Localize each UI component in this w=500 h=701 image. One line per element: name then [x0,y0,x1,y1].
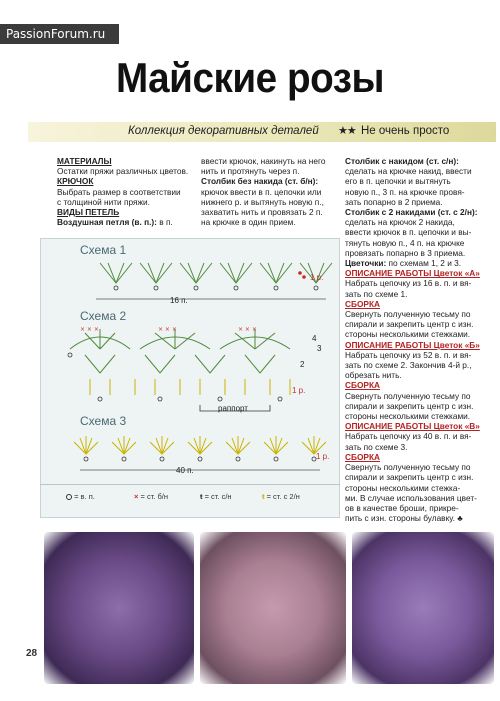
stitches-column [201,156,341,227]
dc-term: Столбик с накидом (ст. с/н): [345,156,459,166]
collection-label: Коллекция декоративных деталей [128,125,319,137]
page-number: 28 [26,648,38,659]
tr-text-1: сделать на крючок 2 накида, [345,217,455,228]
sc-text-4: на крючке в один прием. [201,217,296,228]
sc-text-1: крючок ввести в п. цепочки или [201,186,322,197]
materials-heading: МАТЕРИАЛЫ [57,156,112,166]
scheme-2-repeat: раппорт [218,404,248,413]
legend-sc [134,492,168,501]
hook-text-1: Выбрать размер в соответствии [57,186,181,197]
rose-photo-v [352,532,494,684]
rose-photo-a [44,532,194,684]
instructions-column [345,156,480,523]
scheme-1-count: 16 п. [170,296,188,305]
legend-dc [200,492,232,501]
flower-v-text-2: зать по схеме 3. [345,441,408,452]
flowers-text: по схемам 1, 2 и 3. [386,258,462,269]
scheme-3-row: 1 р. [316,452,330,461]
flower-b-heading: ОПИСАНИЕ РАБОТЫ Цветок «Б» [345,339,480,350]
dc-text-3: новую п., 3 п. на крючке провя- [345,186,465,197]
assembly-a-text-2: спирали и закрепить центр с изн. [345,319,474,330]
scheme-3-label: Схема 3 [80,414,127,428]
scheme-2-row-4: 4 [312,334,317,343]
flower-v-heading: ОПИСАНИЕ РАБОТЫ Цветок «В» [345,421,480,432]
scheme-1-diagram [40,255,340,315]
assembly-v-heading: СБОРКА [345,451,380,462]
legend-chain [66,492,95,501]
legend-chain-text: = в. п. [74,492,95,501]
hook-text-2: с толщиной нити пряжи. [57,196,150,207]
flowers-term: Цветочки: [345,258,387,269]
tr-text-4: провязать попарно в 3 приема. [345,247,466,258]
flower-a-text-1: Набрать цепочку из 16 в. п. и вя- [345,278,472,289]
dc-text-4: зать попарно в 2 приема. [345,196,443,207]
svg-text:× × ×: × × × [80,326,99,333]
dc-text-2: его в п. цепочки и вытянуть [345,176,451,187]
flower-a-heading: ОПИСАНИЕ РАБОТЫ Цветок «А» [345,268,480,279]
sc-text-3: захватить нить и провязать 2 п. [201,207,323,218]
chain-symbol-icon [66,494,72,500]
assembly-b-text-3: стороны несколькими стежками. [345,411,471,422]
sc-term: Столбик без накида (ст. б/н): [201,176,319,187]
chain-stitch-text: в п. [156,217,173,228]
scheme-1-row: 1 р. [310,273,324,282]
scheme-2-label: Схема 2 [80,309,127,323]
chain-stitch-text-2: ввести крючок, накинуть на него [201,156,326,166]
assembly-a-text-1: Свернуть полученную тесьму по [345,309,471,320]
assembly-v-text-5: ов в качестве броши, прикре- [345,502,459,513]
collection-band [28,122,496,142]
assembly-v-text-3: стороны несколькими стежка- [345,482,461,493]
materials-text: Остатки пряжи различных цветов. [57,166,189,177]
assembly-b-text-1: Свернуть полученную тесьму по [345,390,471,401]
legend-tr [262,492,300,501]
rose-photo-b [200,532,346,684]
assembly-b-heading: СБОРКА [345,380,380,391]
scheme-2-row-2: 2 [300,360,305,369]
legend-tr-text: = ст. с 2/н [266,492,300,501]
scheme-1-label: Схема 1 [80,243,127,257]
legend-dc-text: = ст. с/н [204,492,232,501]
assembly-b-text-2: спирали и закрепить центр с изн. [345,400,474,411]
assembly-v-text-1: Свернуть полученную тесьму по [345,462,471,473]
dc-symbol-icon: ŧ [200,492,203,501]
svg-text:× × ×: × × × [238,326,257,333]
assembly-a-heading: СБОРКА [345,298,380,309]
scheme-2-diagram [40,325,340,415]
legend-sc-text: = ст. б/н [140,492,168,501]
flower-b-text-3: обрезать нить. [345,370,402,381]
svg-text:× × ×: × × × [158,326,177,333]
page-title: Майские розы [115,54,385,101]
flower-a-text-2: зать по схеме 1. [345,288,408,299]
tr-text-3: тянуть новую п., 4 п. на крючке [345,237,465,248]
legend-divider [40,484,340,485]
assembly-v-text-2: спирали и закрепить центр с изн. [345,472,474,483]
chain-stitch-text-3: нить и протянуть через п. [201,166,300,177]
tr-text-2: ввести крючок в п. цепочки и вы- [345,227,472,238]
difficulty-stars: ★★ [338,125,356,137]
chain-stitch-term: Воздушная петля (в. п.): [57,217,157,228]
assembly-v-text-6: пить с изн. стороны булавку. ♣ [345,513,463,524]
materials-column [57,156,197,227]
flower-v-text-1: Набрать цепочку из 40 в. п. и вя- [345,431,472,442]
scheme-3-count: 40 п. [176,466,194,475]
difficulty-label: Не очень просто [361,125,450,137]
loops-heading: ВИДЫ ПЕТЕЛЬ [57,207,120,218]
tr-symbol-icon: ŧ [262,492,265,501]
assembly-a-text-3: стороны несколькими стежками. [345,329,471,340]
sc-text-2: нижнего р. и вытянуть новую п., [201,196,324,207]
scheme-2-row-1: 1 р. [292,386,306,395]
dc-text-1: сделать на крючке накид, ввести [345,166,472,177]
watermark: PassionForum.ru [0,24,119,44]
flower-b-text-2: зать по схеме 2. Закончив 4-й р., [345,360,472,371]
hook-heading: КРЮЧОК [57,176,94,187]
assembly-v-text-4: ми. В случае использования цвет- [345,492,477,503]
sc-symbol-icon: × [134,492,139,501]
flower-b-text-1: Набрать цепочку из 52 в. п. и вя- [345,349,472,360]
tr-term: Столбик с 2 накидами (ст. с 2/н): [345,207,478,218]
scheme-2-row-3: 3 [317,344,322,353]
